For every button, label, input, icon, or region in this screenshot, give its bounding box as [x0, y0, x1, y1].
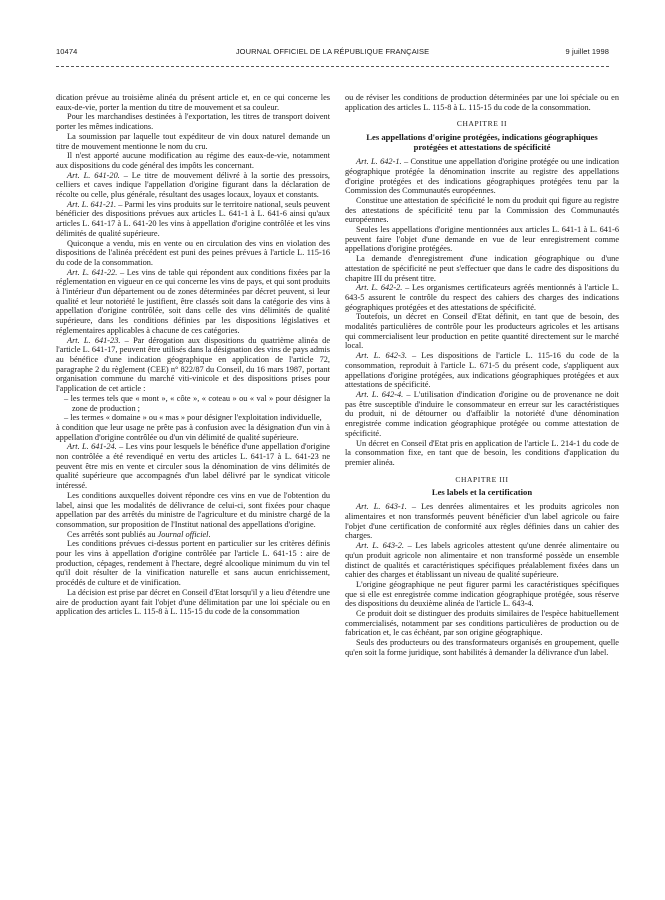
- article-reference: Art. L. 641-22.: [67, 267, 118, 277]
- article-paragraph: [345, 541, 619, 580]
- article-text: – Parmi les vins produits sur le territoire national, seuls peuvent bénéficier des dispositions prévues aux articles L. 641-1 à L. 641-6 ainsi qu'aux articles L. 641-17 à L. 641-20 les vins à appellation d'origine contrôlée et les vins délimités de qualité supérieure.: [56, 199, 330, 238]
- article-text: – Les organismes certificateurs agréés mentionnés à l'article L. 643-5 assurent le contrôle du respect des cahiers des charges des indications géographiques protégées et des attestations de spécificité.: [345, 283, 619, 312]
- paragraph: Seules les appellations d'origine mentionnées aux articles L. 641-1 à L. 641-6 peuvent faire l'objet d'une demande en vue de leur enregistrement comme appellations d'origine protégées.: [345, 225, 619, 254]
- paragraph-text: Ces arrêtés sont publiés au: [67, 529, 158, 539]
- paragraph: L'origine géographique ne peut figurer parmi les caractéristiques spécifiques que si elle est enregistrée comme indication géographique protégée, sous réserve des dispositions du deuxième alinéa de l'article L. 643-4.: [345, 579, 619, 609]
- article-reference: Art. L. 642-1.: [356, 157, 402, 167]
- article-reference: Art. L. 642-2.: [356, 283, 403, 293]
- article-paragraph: [56, 336, 330, 394]
- chapter-2-label: CHAPITRE II: [456, 119, 508, 129]
- list-item: – les termes tels que « mont », « côte », « coteau » ou « val » pour désigner la zone de production ;: [64, 393, 330, 413]
- article-text: – Le titre de mouvement délivré à la sortie des pressoirs, celliers et caves indique l'appellation d'origine figurant dans la déclaration de récolte ou celle, plus générale, résultant des usages locaux, loyaux et constants.: [56, 170, 330, 200]
- article-text: – Les dispositions de l'article L. 115-16 du code de la consommation, reproduit à l'article L. 671-5 du présent code, s'appliquent aux appellations d'origine protégées, aux indications géographiques protégées et aux attestations de spécificité.: [345, 351, 619, 390]
- paragraph: Les conditions auxquelles doivent répondre ces vins en vue de l'obtention du label, ainsi que les modalités de délivrance de celui-ci, sont fixées pour chaque appellation par des arrêtés du ministre de l'agriculture et du ministre chargé de la consommation, sur proposition de l'Institut national des appellations d'origine.: [56, 490, 330, 529]
- paragraph: ou de réviser les conditions de production déterminées par une loi spéciale ou en application des articles L. 115-8 à L. 115-15 du code de la consommation.: [345, 93, 619, 112]
- article-reference: Art. L. 641-20.: [67, 170, 120, 180]
- article-paragraph: [345, 351, 619, 390]
- paragraph: Quiconque a vendu, mis en vente ou en circulation des vins en violation des dispositions de l'alinéa précédent est puni des peines prévues à l'article L. 115-16 du code de la consommation.: [56, 238, 330, 267]
- article-text: – Les vins pour lesquels le bénéfice d'une appellation d'origine non contrôlée a été revendiqué en vertu des articles L. 641-17 à L. 641-23 ne peuvent être mis en vente et circuler sous la dénomination de vins délimités de qualité supérieure que accompagnés d'un label délivré par le syndicat viticole intéressé.: [56, 442, 330, 491]
- right-column-mid: [345, 157, 619, 468]
- header-rule: [56, 66, 609, 67]
- paragraph: à condition que leur usage ne prête pas à confusion avec la désignation d'un vin à appellation d'origine contrôlée ou d'un vin délimité de qualité supérieure.: [56, 422, 330, 442]
- article-paragraph: [56, 171, 330, 200]
- article-reference: Art. L. 641-24.: [67, 442, 117, 452]
- chapter-3-label: CHAPITRE III: [455, 474, 509, 484]
- article-paragraph: [345, 390, 619, 439]
- article-paragraph: [345, 283, 619, 312]
- article-text: – L'utilisation d'indication d'origine ou de provenance ne doit pas être susceptible d'induire le consommateur en erreur sur les caractéristiques du produit, ni de détourner ou d'affaiblir la notoriété d'une dénomination enregistrée comme indication géographique protégée ou comme attestation de spécificité.: [345, 389, 619, 438]
- right-column-top: [345, 93, 619, 112]
- paragraph: [56, 530, 330, 540]
- journal-name: Journal officiel: [157, 529, 209, 539]
- right-column-bottom: [345, 502, 619, 657]
- page-number: 10474: [56, 47, 78, 56]
- page-header: [56, 47, 609, 61]
- article-paragraph: [56, 200, 330, 239]
- paragraph: dication prévue au troisième alinéa du présent article et, en ce qui concerne les eaux-de-vie, porter la mention du titre de mouvement et sa couleur.: [56, 93, 330, 112]
- article-text: – Constitue une appellation d'origine protégée ou une indication géographique protégée la dénomination inscrite au registre des appellations d'origine protégées et des indications géographiques protégées tenu par la Commission des Communautés européennes.: [345, 157, 619, 196]
- paragraph: Il n'est apporté aucune modification au régime des eaux-de-vie, notamment aux dispositions du code général des impôts les concernant.: [56, 151, 330, 170]
- paragraph: Ce produit doit se distinguer des produits similaires de l'espèce habituellement commercialisés, notamment par ses conditions particulières de production ou de fabrication et, le cas échéant, par son origine géographique.: [345, 609, 619, 638]
- paragraph-text: .: [208, 529, 211, 539]
- paragraph: Seuls des producteurs ou des transformateurs organisés en groupement, quelle qu'en soit la forme juridique, sont habilités à demander la délivrance d'un label.: [345, 638, 619, 657]
- article-reference: Art. L. 643-2.: [356, 541, 405, 551]
- paragraph: Constitue une attestation de spécificité le nom du produit qui figure au registre des attestations de spécificité tenu par la Commission des Communautés européennes.: [345, 195, 619, 225]
- article-text: – Les denrées alimentaires et les produits agricoles non alimentaires et non transformés peuvent bénéficier d'un label agricole ou faire l'objet d'une certification de conformité aux règles définies dans un cahier des charges.: [345, 502, 619, 541]
- paragraph: Les conditions prévues ci-dessus portent en particulier sur les critères définis pour les vins à appellation d'origine contrôlée par l'article L. 641-15 : aire de production, cépages, rendement à l'hectare, degré alcoolique minimum du vin tel qu'il doit résulter de la vinification naturelle et sans aucun enrichissement, procédés de culture et de vinification.: [56, 539, 330, 588]
- chapter-3-title: Les labels et la certification: [431, 487, 533, 498]
- right-column: [345, 93, 619, 658]
- article-reference: Art. L. 641-21.: [67, 199, 117, 209]
- article-reference: Art. L. 642-3.: [356, 351, 407, 361]
- article-text: – Les vins de table qui répondent aux conditions fixées par la réglementation en vigueur en ce qui concerne les vins de pays, et qui sont produits à l'intérieur d'un département ou de zones déterminées par décret peuvent, si leur qualité et leur notoriété le justifient, être classés soit dans la catégorie des vins à appellation d'origine contrôlée, soit dans celle des vins délimités de qualité supérieure, dans les conditions définies par les dispositions législatives et réglementaires applicables à chacune de ces catégories.: [56, 267, 330, 335]
- paragraph: Pour les marchandises destinées à l'exportation, les titres de transport doivent porter les mêmes indications.: [56, 112, 330, 132]
- paragraph: La demande d'enregistrement d'une indication géographique ou d'une attestation de spécificité ne peut s'effectuer que dans le cadre des dispositions du chapitre III du présent titre.: [345, 254, 619, 283]
- article-paragraph: [56, 268, 330, 336]
- paragraph: La décision est prise par décret en Conseil d'Etat lorsqu'il y a lieu d'étendre une aire de production ayant fait l'objet d'une délimitation par une loi spéciale ou en application des articles L. 115-8 à L. 115-15 du code de la consommation: [56, 587, 330, 617]
- chapter-2-title: Les appellations d'origine protégées, indications géographiques protégées et attestations de spécificité: [366, 132, 598, 153]
- article-paragraph: [345, 157, 619, 196]
- left-column: [56, 93, 330, 617]
- article-reference: Art. L. 642-4.: [356, 389, 404, 399]
- paragraph: Toutefois, un décret en Conseil d'Etat définit, en tant que de besoin, des modalités particulières de contrôle pour les producteurs agricoles et les artisans qui commercialisent leur production en petite quantité directement sur le marché local.: [345, 312, 619, 351]
- paragraph: Un décret en Conseil d'Etat pris en application de l'article L. 214-1 du code de la consommation fixe, en tant que de besoin, les conditions d'application du premier alinéa.: [345, 438, 619, 467]
- article-paragraph: [345, 502, 619, 541]
- article-text: – Par dérogation aux dispositions du quatrième alinéa de l'article L. 641-17, peuvent être utilisés dans la désignation des vins de pays admis au bénéfice d'une indication géographique en application de l'article 72, paragraphe 2 du règlement (CEE) n° 822/87 du Conseil, du 16 mars 1987, portant organisation commune du marché viti-vinicole et des dispositions prises pour l'application de cet article :: [56, 335, 331, 394]
- article-reference: Art. L. 641-23.: [67, 335, 121, 345]
- article-reference: Art. L. 643-1.: [356, 502, 407, 512]
- article-paragraph: [56, 442, 330, 491]
- list-item: – les termes « domaine » ou « mas » pour désigner l'exploitation individuelle,: [64, 413, 322, 423]
- paragraph: La soumission par laquelle tout expéditeur de vin doux naturel demande un titre de mouvement mentionne le nom du cru.: [56, 131, 330, 151]
- article-text: – Les labels agricoles attestent qu'une denrée alimentaire ou qu'un produit agricole non alimentaire et non transformé possède un ensemble distinct de qualités et caractéristiques spécifiques préalablement fixées dans un cahier des charges et établissant un niveau de qualité supérieure.: [345, 541, 620, 580]
- issue-date: 9 juillet 1998: [565, 47, 609, 56]
- journal-title: JOURNAL OFFICIEL DE LA RÉPUBLIQUE FRANÇAISE: [235, 47, 430, 56]
